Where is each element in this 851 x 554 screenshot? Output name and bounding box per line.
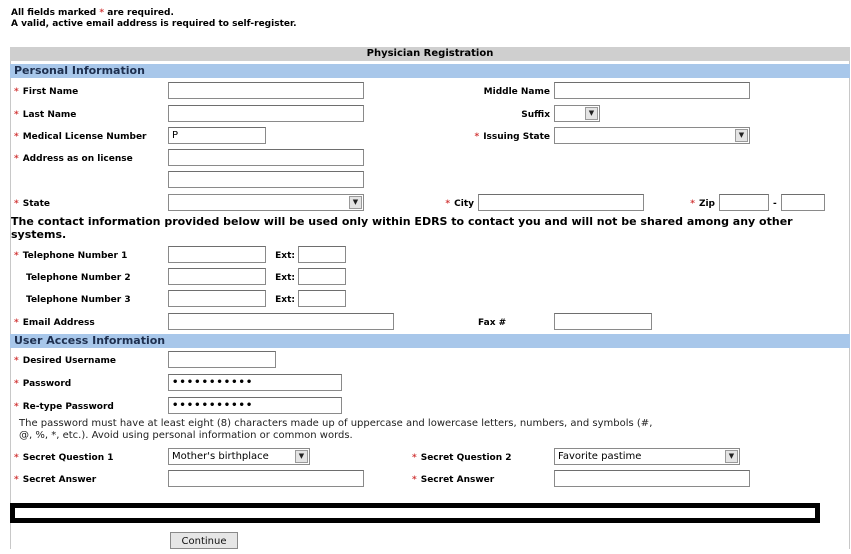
phone1-ext-input[interactable] <box>298 246 346 263</box>
required-note <box>11 8 174 19</box>
required-marker: * <box>14 475 19 485</box>
license-label <box>14 131 147 143</box>
continue-button[interactable]: Continue <box>170 532 238 549</box>
state-label <box>14 198 50 210</box>
address-label-text: Address as on license <box>22 154 133 164</box>
contact-info-note: The contact information provided below will be used only within EDRS to contact you and will not be shared among any other systems. <box>11 215 793 241</box>
city-label-text: City <box>454 199 474 209</box>
form-border-left <box>10 61 11 549</box>
required-marker: * <box>14 318 19 328</box>
required-marker: * <box>412 475 417 485</box>
required-marker: * <box>690 199 695 209</box>
required-marker: * <box>14 87 19 97</box>
email-note: A valid, active email address is required to self-register. <box>11 19 297 29</box>
first-name-label <box>14 86 78 98</box>
secret-answer2-input[interactable] <box>554 470 750 487</box>
required-marker: * <box>14 251 19 261</box>
suffix-label: Suffix <box>521 110 550 120</box>
chevron-down-icon[interactable]: ▼ <box>585 107 598 120</box>
address-line2-input[interactable] <box>168 171 364 188</box>
phone3-input[interactable] <box>168 290 266 307</box>
secret-question1-value: Mother's birthplace <box>172 451 269 462</box>
phone1-input[interactable] <box>168 246 266 263</box>
phone2-input[interactable] <box>168 268 266 285</box>
email-input[interactable] <box>168 313 394 330</box>
zip-ext-input[interactable] <box>781 194 825 211</box>
issuing-state-label <box>440 131 550 143</box>
required-note-tail: are required. <box>107 8 174 18</box>
first-name-input[interactable] <box>168 82 364 99</box>
city-label <box>420 198 474 210</box>
chevron-down-icon[interactable]: ▼ <box>295 450 308 463</box>
fax-label: Fax # <box>478 318 507 328</box>
required-marker: * <box>445 199 451 209</box>
secret-question2-label-text: Secret Question 2 <box>420 453 512 463</box>
chevron-down-icon[interactable]: ▼ <box>735 129 748 142</box>
section-user-access-information: User Access Information <box>10 334 850 348</box>
secret-answer1-label-text: Secret Answer <box>22 475 97 485</box>
phone2-label: Telephone Number 2 <box>26 273 131 283</box>
chevron-down-icon[interactable]: ▼ <box>725 450 738 463</box>
middle-name-label: Middle Name <box>483 87 550 97</box>
license-label-text: Medical License Number <box>22 132 147 142</box>
last-name-label-text: Last Name <box>22 110 77 120</box>
city-input[interactable] <box>478 194 644 211</box>
phone3-ext-input[interactable] <box>298 290 346 307</box>
required-star: * <box>99 8 105 18</box>
required-marker: * <box>14 199 19 209</box>
license-input[interactable] <box>168 127 266 144</box>
retype-password-label <box>14 401 114 413</box>
secret-question1-label-text: Secret Question 1 <box>22 453 114 463</box>
password-rules-note: The password must have at least eight (8) characters made up of uppercase and lowercase letters, numbers, and symbols (#, @, %, *, etc.). Avoid using personal information or common words. <box>19 418 653 441</box>
required-marker: * <box>14 356 19 366</box>
issuing-state-label-text: Issuing State <box>483 132 550 142</box>
phone2-ext-label: Ext: <box>275 273 295 283</box>
last-name-label <box>14 109 76 121</box>
form-title: Physician Registration <box>10 47 850 61</box>
email-label-text: Email Address <box>22 318 95 328</box>
phone1-label <box>14 250 127 262</box>
username-input[interactable] <box>168 351 276 368</box>
zip-separator: - <box>773 199 777 209</box>
required-note-text: All fields marked <box>11 8 97 18</box>
suffix-select[interactable] <box>554 105 600 122</box>
retype-password-label-text: Re-type Password <box>22 402 114 412</box>
required-marker: * <box>14 402 19 412</box>
address-line1-input[interactable] <box>168 149 364 166</box>
required-marker: * <box>14 154 19 164</box>
phone3-ext-label: Ext: <box>275 295 295 305</box>
username-label-text: Desired Username <box>22 356 117 366</box>
captcha-box[interactable] <box>10 503 820 523</box>
email-label <box>14 317 95 329</box>
section-personal-information: Personal Information <box>10 64 850 78</box>
secret-question1-select[interactable] <box>168 448 310 465</box>
zip-input[interactable] <box>719 194 769 211</box>
required-marker: * <box>14 132 19 142</box>
password-input[interactable]: ••••••••••• <box>168 374 342 391</box>
state-select[interactable] <box>168 194 364 211</box>
fax-input[interactable] <box>554 313 652 330</box>
last-name-input[interactable] <box>168 105 364 122</box>
password-label <box>14 378 71 390</box>
secret-question2-label <box>412 452 512 464</box>
chevron-down-icon[interactable]: ▼ <box>349 196 362 209</box>
username-label <box>14 355 116 367</box>
address-label <box>14 153 133 165</box>
secret-question2-value: Favorite pastime <box>558 451 642 462</box>
phone2-ext-input[interactable] <box>298 268 346 285</box>
issuing-state-select[interactable] <box>554 127 750 144</box>
secret-answer1-label <box>14 474 96 486</box>
password-label-text: Password <box>22 379 72 389</box>
middle-name-input[interactable] <box>554 82 750 99</box>
required-marker: * <box>14 453 19 463</box>
phone1-label-text: Telephone Number 1 <box>22 251 128 261</box>
secret-answer2-label <box>412 474 494 486</box>
required-marker: * <box>474 132 480 142</box>
secret-question1-label <box>14 452 114 464</box>
required-marker: * <box>14 110 19 120</box>
first-name-label-text: First Name <box>22 87 79 97</box>
phone1-ext-label: Ext: <box>275 251 295 261</box>
secret-answer1-input[interactable] <box>168 470 364 487</box>
state-label-text: State <box>22 199 50 209</box>
required-marker: * <box>14 379 19 389</box>
secret-answer2-label-text: Secret Answer <box>420 475 495 485</box>
zip-label-text: Zip <box>698 199 715 209</box>
retype-password-input[interactable]: ••••••••••• <box>168 397 342 414</box>
secret-question2-select[interactable] <box>554 448 740 465</box>
required-marker: * <box>412 453 417 463</box>
zip-label <box>670 198 715 210</box>
phone3-label: Telephone Number 3 <box>26 295 131 305</box>
form-border-right <box>849 61 850 549</box>
